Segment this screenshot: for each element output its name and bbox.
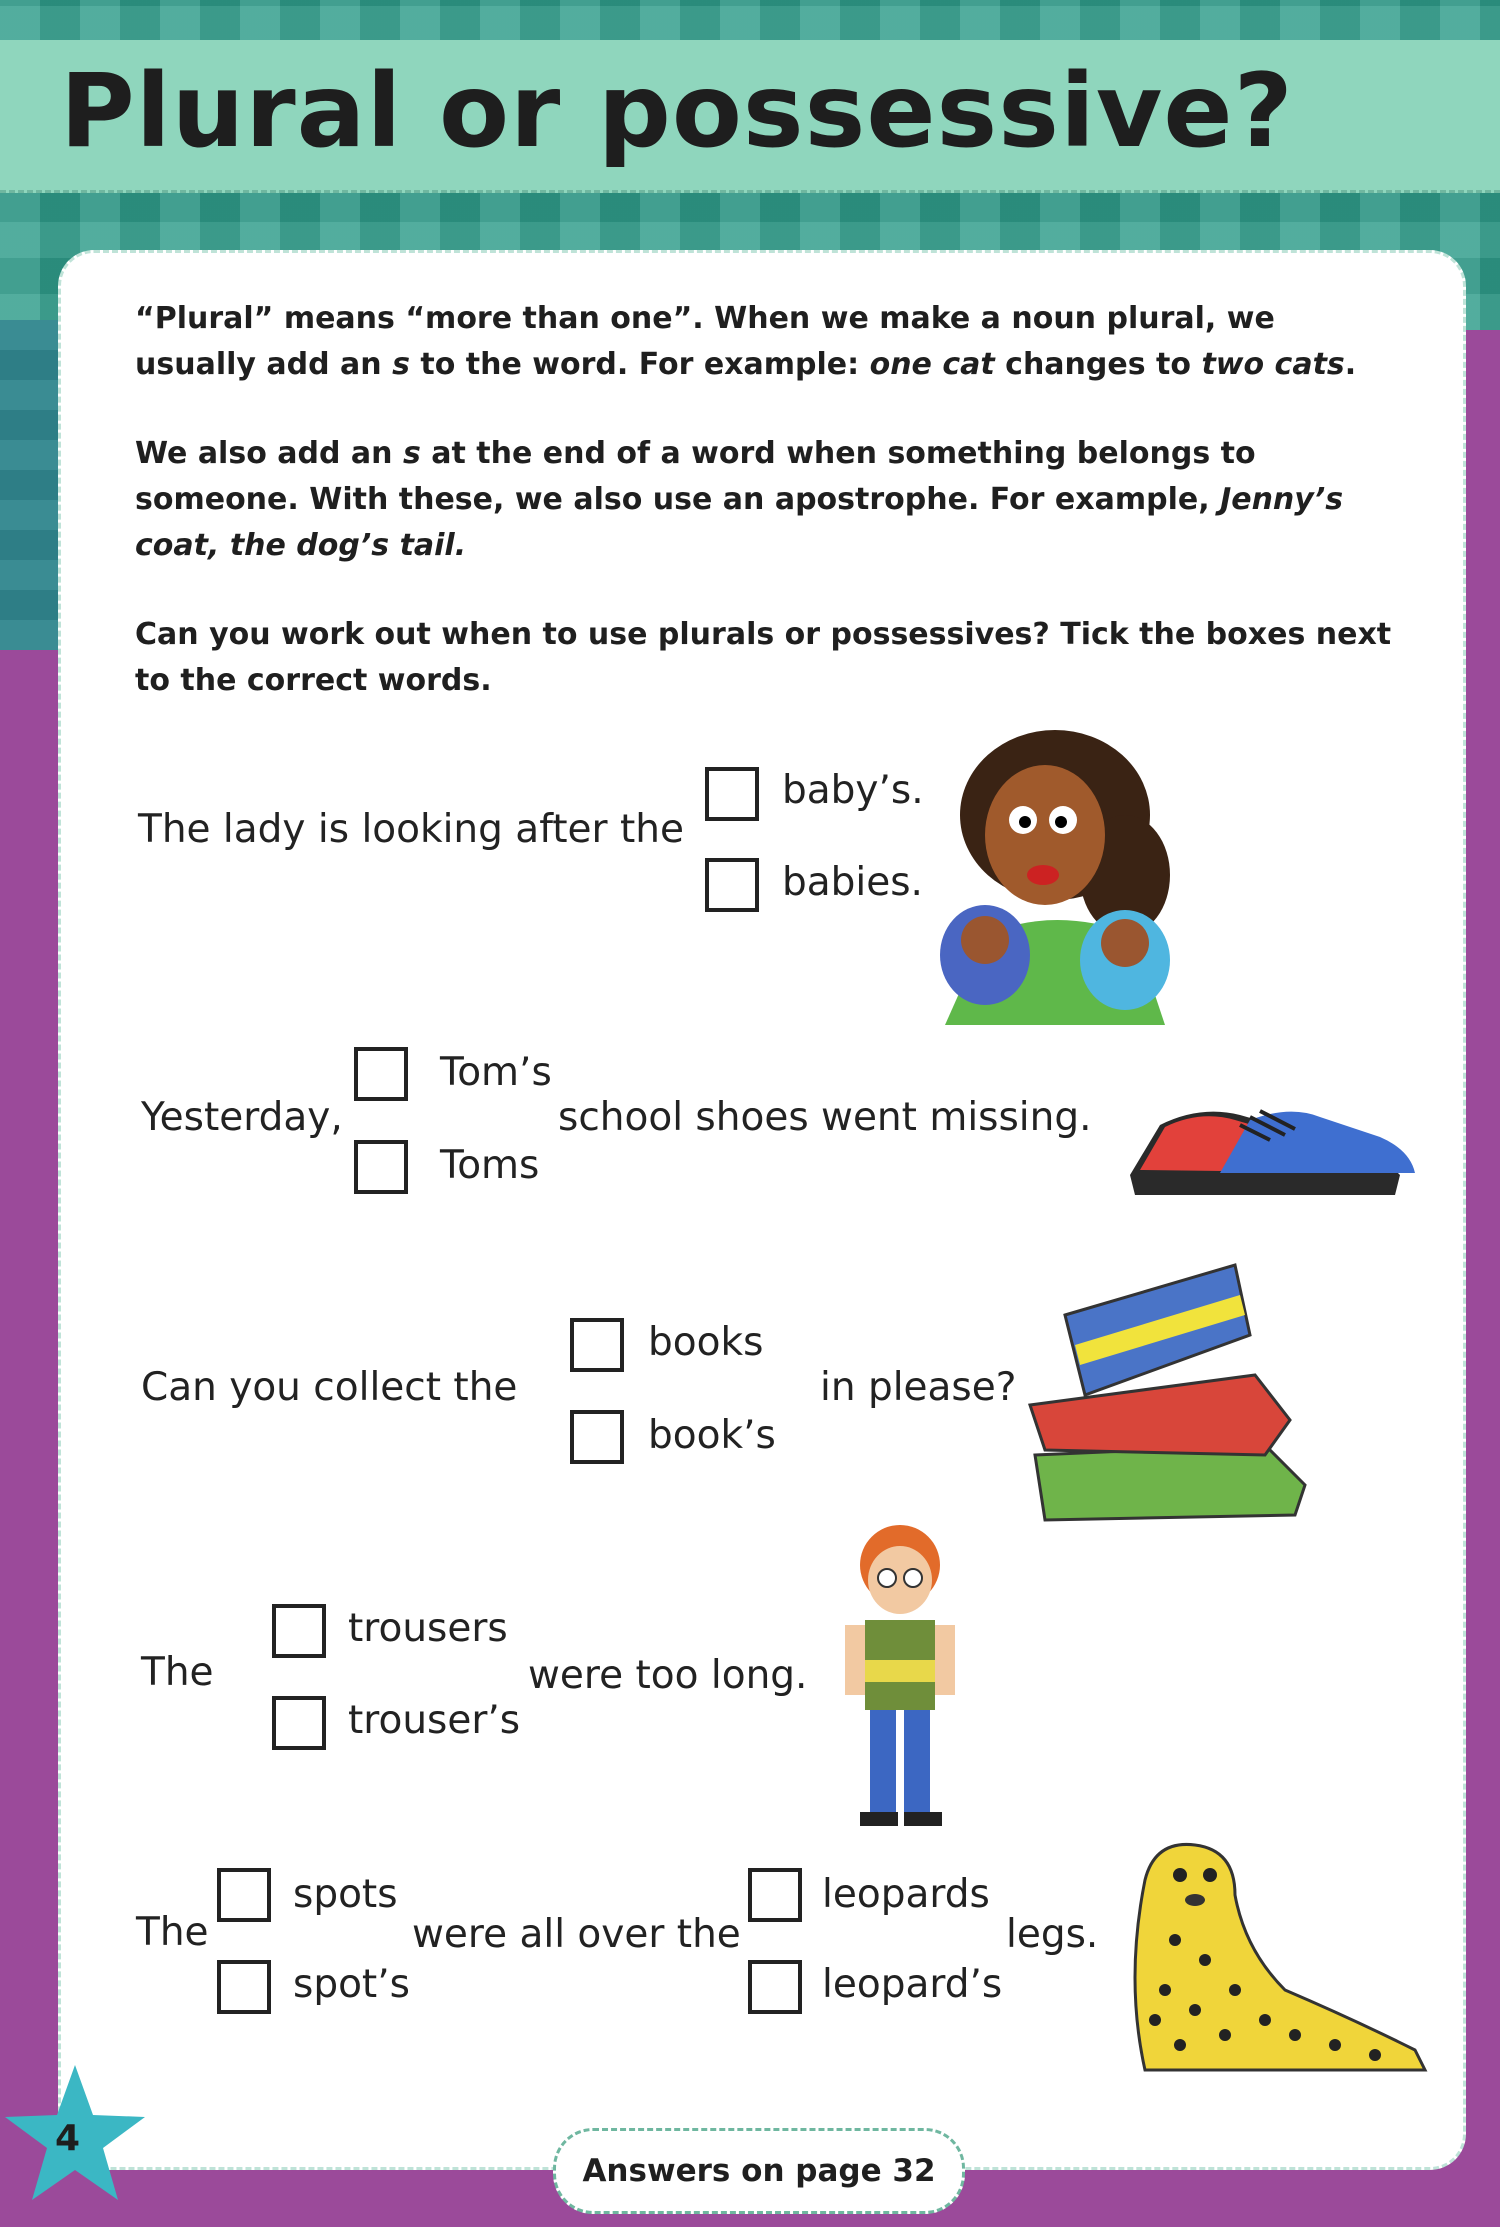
intro-paragraph-3: Can you work out when to use plurals or possessives? Tick the boxes next to the correct words. <box>135 617 1392 698</box>
question-4-after: were too long. <box>528 1653 808 1698</box>
checkbox-babies[interactable] <box>705 858 759 912</box>
question-5-middle: were all over the <box>412 1912 741 1957</box>
option-spots-possessive: spot’s <box>293 1962 410 2007</box>
lady-with-babies-illustration <box>935 725 1175 1025</box>
checkbox-toms-plural[interactable] <box>354 1140 408 1194</box>
checkbox-books[interactable] <box>570 1318 624 1372</box>
checkbox-trousers[interactable] <box>272 1604 326 1658</box>
checkbox-trousers-possessive[interactable] <box>272 1696 326 1750</box>
books-illustration <box>1025 1255 1315 1525</box>
shoes-illustration <box>1120 1055 1420 1205</box>
question-3-before: Can you collect the <box>141 1365 518 1410</box>
option-books-possessive: book’s <box>648 1413 776 1458</box>
question-5-before: The <box>136 1910 209 1955</box>
checkbox-babys[interactable] <box>705 767 759 821</box>
checkbox-spots[interactable] <box>217 1868 271 1922</box>
checkbox-leopards-possessive[interactable] <box>748 1960 802 2014</box>
option-books: books <box>648 1320 764 1365</box>
question-2-after: school shoes went missing. <box>558 1095 1092 1140</box>
question-4-before: The <box>141 1650 214 1695</box>
checkbox-books-possessive[interactable] <box>570 1410 624 1464</box>
page-number: 4 <box>55 2118 81 2159</box>
question-3-after: in please? <box>820 1365 1017 1410</box>
option-toms-possessive: Tom’s <box>440 1050 552 1095</box>
checkbox-toms-possessive[interactable] <box>354 1047 408 1101</box>
option-leopards-possessive: leopard’s <box>822 1962 1003 2007</box>
checkbox-leopards[interactable] <box>748 1868 802 1922</box>
option-trousers: trousers <box>348 1606 508 1651</box>
leopard-illustration <box>1085 1820 1445 2080</box>
boy-illustration <box>830 1520 970 1830</box>
intro-paragraph-2: We also add an s at the end of a word when something belongs to someone. With these, we also use an apostrophe. For example, Jenny’s coat, the dog’s tail. <box>135 436 1344 563</box>
checkbox-spots-possessive[interactable] <box>217 1960 271 2014</box>
option-trousers-possessive: trouser’s <box>348 1698 521 1743</box>
question-2-before: Yesterday, <box>141 1095 343 1140</box>
option-spots: spots <box>293 1872 398 1917</box>
intro-paragraph-1: “Plural” means “more than one”. When we make a noun plural, we usually add an s to the word. For example: one cat changes to two cats. <box>135 301 1357 382</box>
option-babies: babies. <box>782 860 923 905</box>
page-title: Plural or possessive? <box>60 52 1294 171</box>
answers-note: Answers on page 32 <box>553 2128 965 2214</box>
option-leopards: leopards <box>822 1872 990 1917</box>
option-toms-plural: Toms <box>440 1143 540 1188</box>
option-babys: baby’s. <box>782 768 924 813</box>
question-1-before: The lady is looking after the <box>138 807 684 852</box>
question-5-after: legs. <box>1006 1912 1099 1957</box>
